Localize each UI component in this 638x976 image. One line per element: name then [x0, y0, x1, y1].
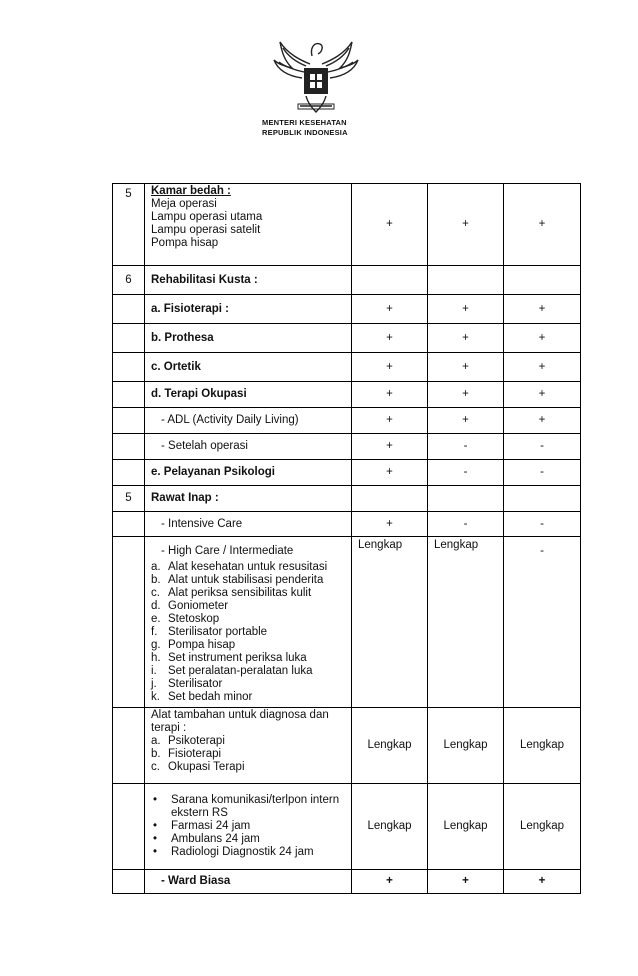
list-text: Okupasi Terapi [168, 761, 245, 773]
table-row [113, 434, 581, 460]
services-list [151, 794, 345, 859]
value-cell: + [428, 870, 504, 894]
table-row [113, 512, 581, 537]
value-cell: + [428, 295, 504, 324]
value-cell: + [352, 184, 428, 266]
list-text: Set bedah minor [168, 691, 253, 703]
empty-cell [504, 266, 581, 295]
list-item [151, 794, 345, 820]
row-label: - High Care / Intermediate [161, 545, 294, 557]
empty-cell [113, 708, 145, 784]
value-cell: + [428, 408, 504, 434]
list-marker: j. [151, 678, 157, 690]
list-item [151, 735, 345, 748]
row-label: d. Terapi Okupasi [145, 382, 352, 408]
value-cell: Lengkap [352, 708, 428, 784]
row-label: - ADL (Activity Daily Living) [145, 408, 352, 434]
value-cell: + [428, 382, 504, 408]
table-row [113, 353, 581, 382]
list-text: Set peralatan-peralatan luka [168, 665, 313, 677]
value-cell: + [504, 408, 581, 434]
list-item [151, 626, 345, 639]
equipment-list [151, 561, 345, 704]
value-cell: + [352, 870, 428, 894]
value-cell: - [504, 512, 581, 537]
value-cell: + [428, 324, 504, 353]
list-item [151, 748, 345, 761]
section-title: Kamar bedah : [151, 185, 231, 197]
list-text: Fisioterapi [168, 748, 222, 760]
value-cell: Lengkap [504, 708, 581, 784]
value-cell: + [352, 434, 428, 460]
value-cell: - [504, 460, 581, 486]
row-label: c. Ortetik [145, 353, 352, 382]
value-cell: + [504, 324, 581, 353]
value-cell: + [428, 353, 504, 382]
row-number: 6 [113, 266, 145, 295]
list-text: Sterilisator portable [168, 626, 268, 638]
list-marker: a. [151, 561, 161, 573]
row-label: e. Pelayanan Psikologi [145, 460, 352, 486]
value-cell: Lengkap [352, 784, 428, 870]
empty-cell [352, 266, 428, 295]
list-text: Psikoterapi [168, 735, 225, 747]
section-title: Rawat Inap : [145, 486, 352, 512]
list-item [151, 639, 345, 652]
empty-cell [113, 408, 145, 434]
list-item [151, 846, 345, 859]
list-marker: e. [151, 613, 161, 625]
support-services-cell [145, 784, 352, 870]
list-item [151, 691, 345, 704]
row-number: 5 [113, 486, 145, 512]
list-item [151, 652, 345, 665]
value-cell: + [352, 512, 428, 537]
tools-list [151, 735, 345, 774]
list-marker: k. [151, 691, 160, 703]
value-cell: + [352, 353, 428, 382]
empty-cell [113, 324, 145, 353]
table-row [113, 184, 581, 266]
list-marker: a. [151, 735, 161, 747]
high-care-cell [145, 537, 352, 708]
list-text: Alat untuk stabilisasi penderita [168, 574, 324, 586]
empty-cell [113, 295, 145, 324]
list-text: Farmasi 24 jam [171, 820, 251, 832]
list-marker: h. [151, 652, 161, 664]
list-item [151, 574, 345, 587]
garuda-emblem-icon [270, 34, 362, 116]
list-item [151, 665, 345, 678]
value-cell: - [428, 512, 504, 537]
value-cell: + [504, 382, 581, 408]
empty-cell [352, 486, 428, 512]
value-cell: + [352, 324, 428, 353]
row-label: a. Fisioterapi : [145, 295, 352, 324]
operating-room-cell [145, 184, 352, 266]
value-cell: + [428, 184, 504, 266]
list-item: Lampu operasi utama [151, 211, 263, 223]
list-item [151, 600, 345, 613]
list-marker: f. [151, 626, 158, 638]
list-item [151, 613, 345, 626]
empty-cell [113, 784, 145, 870]
list-text: Alat periksa sensibilitas kulit [168, 587, 312, 599]
list-marker: b. [151, 748, 161, 760]
bullet-icon: • [153, 820, 158, 832]
additional-tools-cell [145, 708, 352, 784]
ministry-line-1: MENTERI KESEHATAN [262, 118, 347, 127]
value-cell: - [428, 434, 504, 460]
value-cell: - [504, 434, 581, 460]
list-text: Radiologi Diagnostik 24 jam [171, 846, 314, 858]
list-text: Sarana komunikasi/terlpon intern ekstern RS [171, 794, 340, 819]
list-text: Goniometer [168, 600, 229, 612]
value-cell: + [504, 353, 581, 382]
facility-table [112, 183, 581, 894]
table-row [113, 460, 581, 486]
row-label: b. Prothesa [145, 324, 352, 353]
bullet-icon: • [153, 794, 158, 806]
table-row [113, 537, 581, 708]
section-title: Rehabilitasi Kusta : [145, 266, 352, 295]
list-text: Ambulans 24 jam [171, 833, 260, 845]
list-marker: b. [151, 574, 161, 586]
list-item [151, 761, 345, 774]
empty-cell [504, 486, 581, 512]
list-text: Set instrument periksa luka [168, 652, 307, 664]
list-text: Pompa hisap [168, 639, 236, 651]
table-row [113, 382, 581, 408]
list-text: Sterilisator [168, 678, 223, 690]
empty-cell [113, 512, 145, 537]
empty-cell [113, 870, 145, 894]
bullet-icon: • [153, 833, 158, 845]
list-marker: g. [151, 639, 161, 651]
list-item: Pompa hisap [151, 237, 219, 249]
ministry-caption [262, 118, 348, 138]
empty-cell [113, 537, 145, 708]
empty-cell [113, 434, 145, 460]
list-marker: c. [151, 587, 160, 599]
value-cell: - [504, 537, 581, 708]
list-marker: c. [151, 761, 160, 773]
ministry-line-2: REPUBLIK INDONESIA [262, 128, 348, 137]
value-cell: + [352, 295, 428, 324]
empty-cell [113, 353, 145, 382]
empty-cell [113, 382, 145, 408]
value-cell: Lengkap [428, 537, 504, 708]
value-cell: + [504, 184, 581, 266]
list-item [151, 833, 345, 846]
section-title: Alat tambahan untuk diagnosa dan terapi : [151, 709, 329, 734]
list-marker: i. [151, 665, 157, 677]
value-cell: + [352, 460, 428, 486]
value-cell: Lengkap [352, 537, 428, 708]
table-row [113, 784, 581, 870]
empty-cell [428, 486, 504, 512]
empty-cell [428, 266, 504, 295]
value-cell: + [504, 870, 581, 894]
value-cell: + [504, 295, 581, 324]
table-row [113, 708, 581, 784]
value-cell: + [352, 408, 428, 434]
value-cell: - [428, 460, 504, 486]
list-item [151, 678, 345, 691]
list-item [151, 561, 345, 574]
list-marker: d. [151, 600, 161, 612]
value-cell: + [352, 382, 428, 408]
table-row [113, 324, 581, 353]
list-item: Lampu operasi satelit [151, 224, 261, 236]
row-number: 5 [113, 184, 145, 266]
row-label: - Setelah operasi [145, 434, 352, 460]
list-item [151, 820, 345, 833]
value-cell: Lengkap [504, 784, 581, 870]
table-row [113, 408, 581, 434]
empty-cell [113, 460, 145, 486]
row-label: - Intensive Care [145, 512, 352, 537]
bullet-icon: • [153, 846, 158, 858]
row-label: - Ward Biasa [145, 870, 352, 894]
value-cell: Lengkap [428, 708, 504, 784]
list-item: Meja operasi [151, 198, 217, 210]
table-row [113, 266, 581, 295]
value-cell: Lengkap [428, 784, 504, 870]
table-row [113, 486, 581, 512]
list-item [151, 587, 345, 600]
table-row [113, 870, 581, 894]
list-text: Alat kesehatan untuk resusitasi [168, 561, 328, 573]
list-text: Stetoskop [168, 613, 220, 625]
table-row [113, 295, 581, 324]
